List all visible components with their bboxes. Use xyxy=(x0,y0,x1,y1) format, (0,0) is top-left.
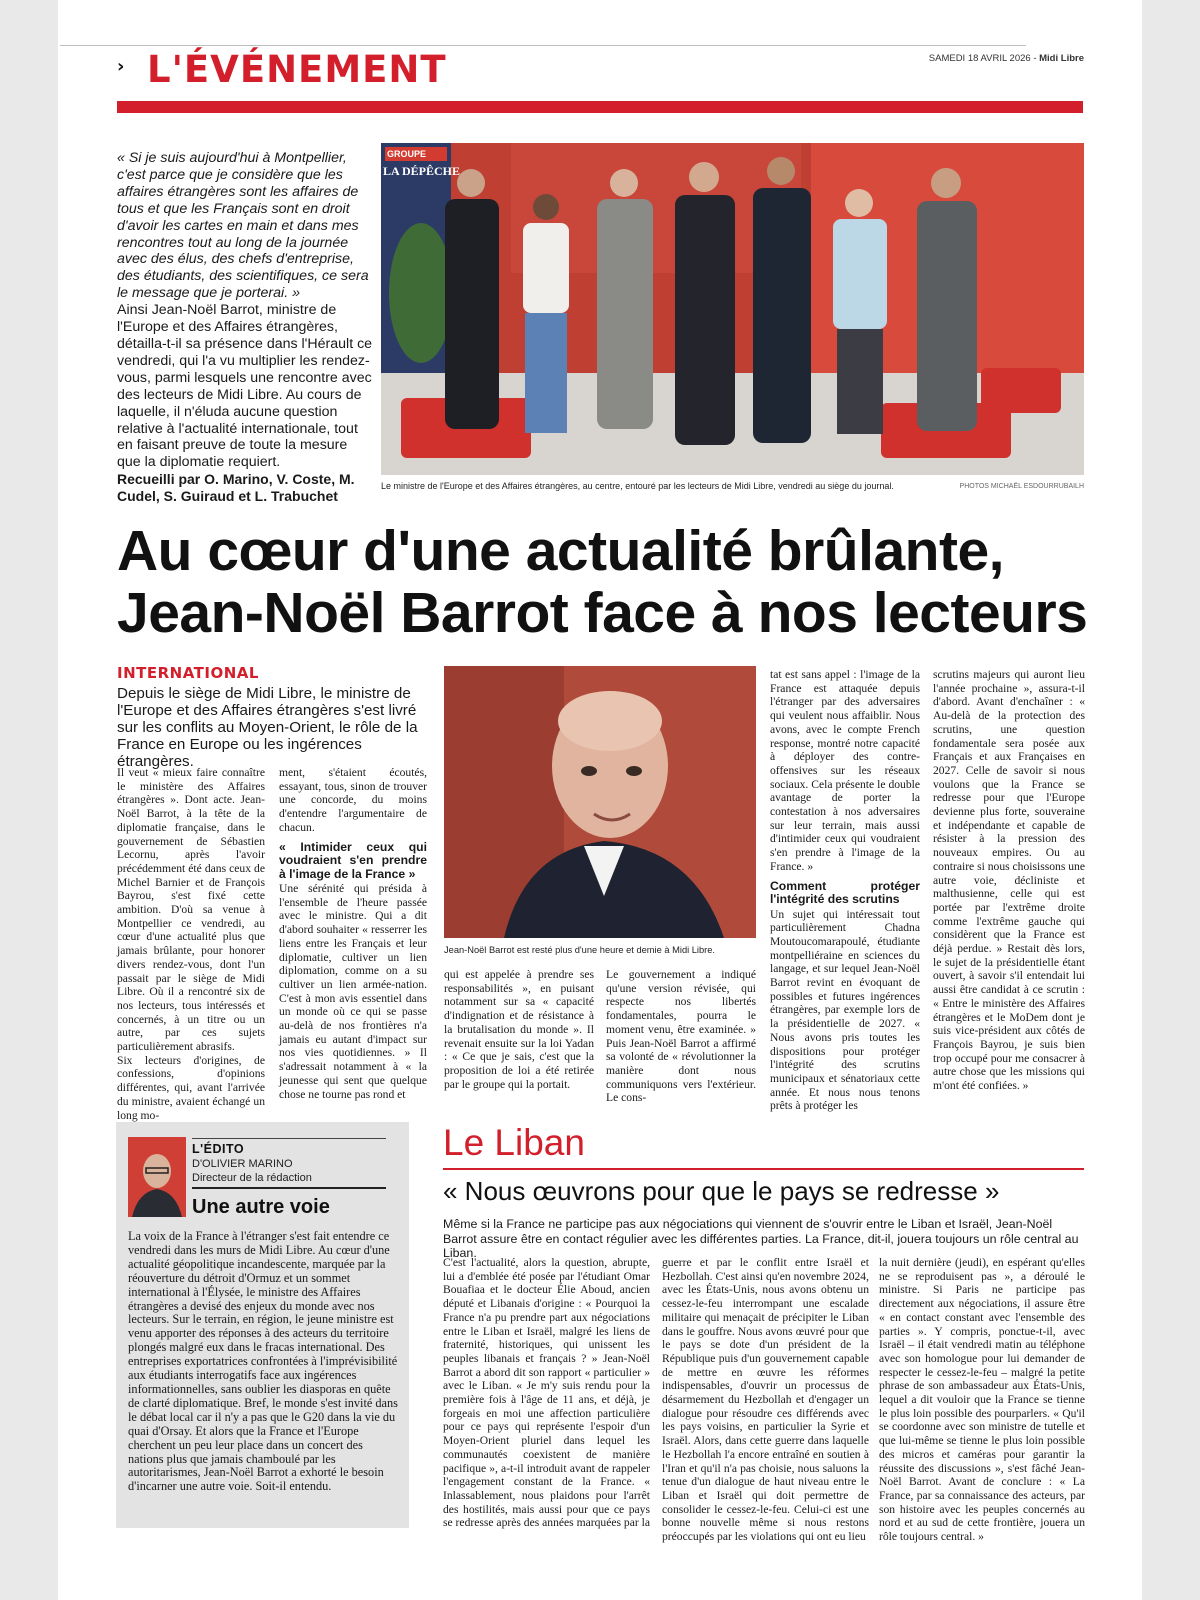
article-chapo: Depuis le siège de Midi Libre, le ministre de l'Europe et des Affaires étrangères s'est livré sur les conflits au Moyen-Orient, le rôle de la France en Europe ou les ingérences étrangères. xyxy=(117,685,418,770)
col2b-text: Une sérénité qui présida à l'ensemble de l'heure passée avec le ministre. Qui a dit d'abord souhaiter « resserrer les liens entre les Français et leur diplomatie, cultiver un lien diplomation, comme on a su cultiver un lien armée-nation. C'est à mon avis essentiel dans un monde où ce qui se passe au-delà de nos frontières n'a jamais eu autant d'impact sur nos vies quotidiennes. » Il s'adressait notamment à « la jeunesse qui sent que quelque chose ne tourne pas rond et xyxy=(279,882,427,1101)
liban-chapo: Même si la France ne participe pas aux négociations qui viennent de s'ouvrir entre le Liban et Israël, Jean-Noël Barrot assure être en contact régulier avec les différentes parties. La France, dit-il, jouera toujours un rôle central au Liban. xyxy=(443,1217,1079,1261)
intro-text: Ainsi Jean-Noël Barrot, ministre de l'Europe et des Affaires étrangères, détailla-t-il sa présence dans l'Hérault ce vendredi, qui l'a vu multiplier les rendez-vous, parmi lesquels une rencontre avec des lecteurs de Midi Libre. Au cours de laquelle, il n'éluda aucune question relative à l'actualité internationale, tout en faisant preuve de toute la mesure que la diplomatie requiert. xyxy=(117,302,373,471)
sign-text-2: LA DÉPÊCHE xyxy=(383,164,461,178)
date-line xyxy=(929,53,1084,64)
intertitle-1: « Intimider ceux qui voudraient s'en prendre à l'image de la France » xyxy=(279,839,427,881)
liban-column-3 xyxy=(879,1256,1085,1544)
article-column-6 xyxy=(933,668,1085,1093)
group-photo-caption xyxy=(381,481,1084,491)
group-photo-illustration xyxy=(381,143,1084,475)
barrot-photo-caption: Jean-Noël Barrot est resté plus d'une heure et demie à Midi Libre. xyxy=(444,945,716,955)
paper-name: Midi Libre xyxy=(1039,53,1084,64)
editor-avatar-illustration xyxy=(128,1137,186,1217)
article-column-5 xyxy=(770,668,920,1113)
barrot-portrait xyxy=(444,666,756,938)
col5a-text: tat est sans appel : l'image de la France est attaquée depuis l'étranger par des adversaires qui veulent nous affaiblir. Nous avons, avec le compte French response, montré notre capacité à déployer des contre-offensives sur les réseaux sociaux. Cela présente le double avantage de porter la contestation à nos adversaires sur leur terrain, mais aussi d'intimider ceux qui voudraient s'en prendre à l'image de la France. » xyxy=(770,668,920,873)
issue-date: SAMEDI 18 AVRIL 2026 - xyxy=(928,53,1040,64)
sign-text-1: GROUPE xyxy=(387,149,427,159)
col6-text: scrutins majeurs qui auront lieu l'année prochaine », assura-t-il d'abord. Avant d'enchaîner : « Au-delà de la protection des scrutins, une question fondamentale sera posée aux Français et aux Françaises en 2027. Celle de savoir si nous voulons que la France se redresse pour que l'Europe devienne plus forte, souveraine et indépendante et capable de résister à la pression des nouveaux empires. Ou au contraire si nous choisissons une autre voie, décliniste et malthusienne, celle qui est portée par l'extrême droite comme l'extrême gauche qui considèrent que la France est déjà perdue. » Restait dès lors, le sujet de la présidentielle étant ouvert, à savoir s'il entendait lui aussi être candidat à ce scrutin : « Entre le ministère des Affaires étrangères et le MoDem dont je suis vice-président aux côtés de François Bayrou, je suis bien trop occupé pour me consacrer à autre chose que les missions qui m'ont été confiées. » xyxy=(933,668,1085,1093)
headline-line-1: Au cœur d'une actualité brûlante, xyxy=(117,519,1004,583)
liban-col1-text: C'est l'actualité, alors la question, abrupte, lui a d'emblée été posée par l'étudiant Omar Bouafiaa et le docteur Élie Aboud, ancien député et Libanais d'origine : « Pourquoi la France n'a pu prendre part aux négociations entre le Liban et Israël, malgré les liens de fraternité, historiques, qui unissent les peuples libanais et français ? » Jean-Noël Barrot a abord dit son rapport « particulier » avec le Liban. « Je m'y suis rendu pour la première fois à l'âge de 11 ans, et déjà, je forgeais en moi une affection particulière pour ce pays qui représente l'espoir d'un Moyen-Orient pluriel dans lequel les communautés coexistent de manière pacifique », a-t-il introduit avant de rappeler l'engagement constant de la France. « Inlassablement, nous plaidons pour l'arrêt des hostilités, mais aussi pour que ce pays se redresse après des années marquées par la xyxy=(443,1256,650,1530)
group-photo xyxy=(381,143,1084,475)
col5b-text: Un sujet qui intéressait tout particulièrement Chadna Moutoucomarapoulé, étudiante montpelliéraine en sciences du langage, et sur lequel Jean-Noël Barrot revint en évoquant de possibles et futures ingérences étrangères, par exemple lors de la présidentielle de 2027. « Nous avons pris toutes les dispositions pour protéger l'intégrité des scrutins municipaux et sénatoriaux cette année. Et nous nous tenons prêts à protéger les xyxy=(770,907,920,1113)
section-title: L'ÉVÉNEMENT xyxy=(147,48,447,91)
article-headline xyxy=(117,520,1097,644)
col3-text: qui est appelée à prendre ses responsabilités », en puisant notamment sur sa « capacité d'indignation et de résistance à la brutalisation du monde ». Il revenait ensuite sur la loi Yadan : « Ce que je sais, c'est que la proposition de loi a été retirée par le groupe qui la portait. xyxy=(444,968,594,1091)
liban-column-1 xyxy=(443,1256,650,1530)
liban-col2-text: guerre et par le conflit entre Israël et Hezbollah. C'est ainsi qu'en novembre 2024, avec les États-Unis, nous avons obtenu un cessez-le-feu interrompant une escalade militaire qui menaçait de précipiter le Liban dans le gouffre. Nous avons œuvré pour que le pays se dote d'un président de la République puis d'un gouvernement capable de mettre en œuvre les réformes indispensables, d'ouvrir un processus de désarmement du Hezbollah et d'engager un dialogue pour résoudre ces différends avec les pays voisins, en particulier la Syrie et Israël. Alors, dans cette guerre dans laquelle le Hezbollah l'a encore entraîné en soutien à l'Iran et qu'il n'a pas choisie, nous saluons la tenue d'un dialogue de haut niveau entre le Liban et Israël qui doit permettre de consolider le cessez-le-feu. Celui-ci est une bonne nouvelle même si nous restons préoccupés par les violations qui ont eu lieu xyxy=(662,1256,869,1544)
edito-author: D'OLIVIER MARINO xyxy=(192,1158,293,1170)
col4-text: Le gouvernement a indiqué qu'une version révisée, qui respecte nos libertés fondamentales, pourra le moment venu, être examinée. » Puis Jean-Noël Barrot a affirmé sa volonté de « révolutionner la manière dont nous communiquons vers l'extérieur. Le cons- xyxy=(606,968,756,1105)
photo-caption-text: Le ministre de l'Europe et des Affaires étrangères, au centre, entouré par les lecteurs de Midi Libre, vendredi au siège du journal. xyxy=(381,481,894,491)
barrot-portrait-illustration xyxy=(444,666,756,938)
col1b-text: Six lecteurs d'origines, de confessions, d'opinions différentes, qui, avant l'arrivée du ministre, avaient échangé un long mo- xyxy=(117,1053,265,1122)
section-red-bar xyxy=(117,101,1083,113)
intro-block xyxy=(117,150,373,505)
liban-rule xyxy=(443,1168,1084,1170)
photo-credit: PHOTOS MICHAËL ESDOURRUBAILH xyxy=(959,483,1084,490)
article-column-3 xyxy=(444,968,594,1091)
article-column-1 xyxy=(117,766,265,1122)
liban-title: Le Liban xyxy=(443,1122,585,1163)
edito-separator xyxy=(192,1187,386,1189)
edito-title: Une autre voie xyxy=(192,1196,330,1218)
rubric-label: INTERNATIONAL xyxy=(117,664,259,682)
intro-quote: « Si je suis aujourd'hui à Montpellier, c'est parce que je considère que les affaires étrangères sont les affaires de tous et que les Français sont en droit d'avoir les cartes en main et dans mes rencontres tout au long de la journée avec des élus, des chefs d'entreprise, des étudiants, des scientifiques, ce sera le message que je porterai. » xyxy=(117,150,369,302)
col2a-text: ment, s'étaient écoutés, essayant, tous, sinon de trouver une concorde, du moins d'entendre l'argumentaire de chacun. xyxy=(279,766,427,834)
intro-credit: Recueilli par O. Marino, V. Coste, M. Cudel, S. Guiraud et L. Trabuchet xyxy=(117,471,355,505)
edito-body: La voix de la France à l'étranger s'est fait entendre ce vendredi dans les murs de Midi Libre. Au cœur d'une actualité géopolitique incandescente, marquée par la réouverture du détroit d'Ormuz et un sommet international à l'Élysée, le ministre des Affaires étrangères a devisé des enjeux du monde avec nos lecteurs. Sur le terrain, en région, le jeune ministre est venu apporter des réponses à des acteurs du territoire plongés malgré eux dans le fracas international. Des entreprises exportatrices confrontées à l'imprévisibilité aux étudiants interrogatifs face aux ingérences informationnelles, sans oublier les diasporas en quête de clarté diplomatique. Bref, le monde s'est invité dans le débat local car il n'y a pas que le G20 dans la vie du quai d'Orsay. Et alors que la France et l'Europe cherchent un peu leur place dans un concert des nations plus que jamais chamboulé par les autoritarismes, Jean-Noël Barrot a exhorté le besoin d'incarner une autre voie. Soit-il entendu. xyxy=(128,1229,398,1494)
headline-line-2: Jean-Noël Barrot face à nos lecteurs xyxy=(117,581,1088,645)
edito-label: L'ÉDITO xyxy=(192,1142,245,1156)
editor-avatar xyxy=(128,1137,186,1217)
chevron-right-icon: › xyxy=(117,56,125,77)
article-column-4 xyxy=(606,968,756,1105)
intertitle-2: Comment protéger l'intégrité des scrutins xyxy=(770,878,920,907)
article-column-2 xyxy=(279,766,427,1101)
liban-column-2 xyxy=(662,1256,869,1544)
liban-quote-title: « Nous œuvrons pour que le pays se redresse » xyxy=(443,1176,1000,1206)
edito-role: Directeur de la rédaction xyxy=(192,1172,312,1184)
top-rule xyxy=(60,45,1026,46)
liban-col3-text: la nuit dernière (jeudi), en espérant qu'elles ne se reproduisent pas », a déroulé le ministre. Si Paris ne participe pas directement aux négociations, il assure être « en contact constant avec l'ensemble des parties ». Y compris, ponctue-t-il, avec Israël – il était vendredi matin au téléphone avec son homologue pour lui demander de respecter le cessez-le-feu – malgré la petite phrase de son ambassadeur aux États-Unis, lequel a dit vouloir que la France se tienne le plus loin possible des pourparlers. « Qu'il se coordonne avec son ministre de tutelle et que lui-même se tienne le plus loin possible des micros et caméras pour garantir la réussite des discussions », s'est fâché Jean-Noël Barrot. Avant de conclure : « La France, par sa connaissance des acteurs, par son histoire avec les peuples concernés au nord et au sud de cette frontière, jouera un rôle toujours central. » xyxy=(879,1256,1085,1544)
edito-top-line xyxy=(192,1138,386,1139)
col1-text: Il veut « mieux faire connaître le ministère des Affaires étrangères ». Dont acte. Jean-Noël Barrot, à la tête de la diplomatie française, dans le gouvernement de Sébastien Lecornu, après l'avoir précédemment été dans ceux de Michel Barnier et de François Bayrou, s'est fixé cette ambition. D'où sa venue à Montpellier ce vendredi, au cœur d'une actualité plus que jamais brûlante, pour honorer divers rendez-vous, dont l'un passait par le siège de Midi Libre. Où il a rencontré six de nos lecteurs, tous intéressés et concernés, à un titre ou un autre, par ces sujets particulièrement abrasifs. xyxy=(117,766,265,1054)
